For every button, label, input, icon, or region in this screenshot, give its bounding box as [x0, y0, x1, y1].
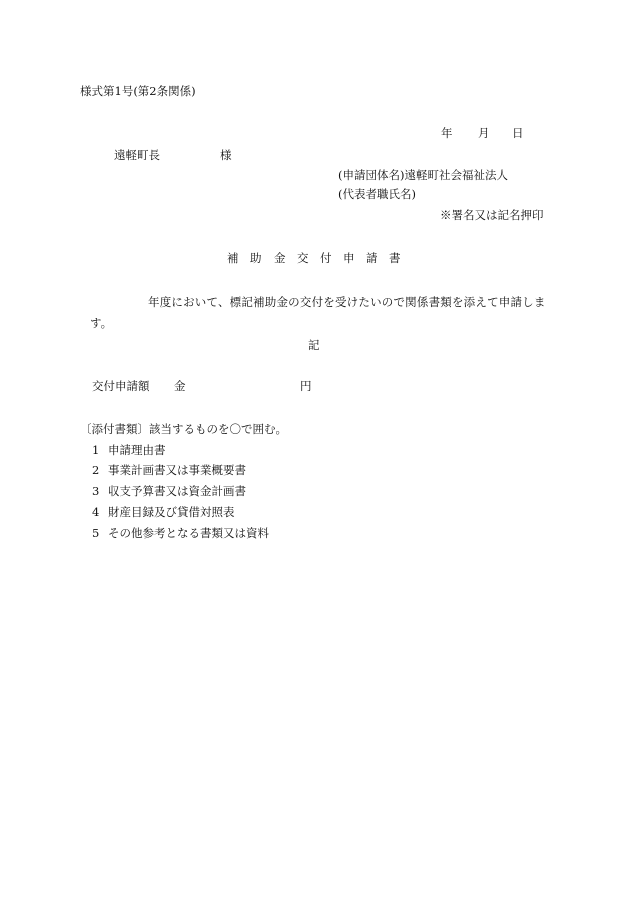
date-month-label: 月	[478, 126, 490, 140]
title-char: 申	[343, 251, 355, 265]
attachment-number: 2	[92, 463, 100, 477]
title-char: 付	[320, 251, 332, 265]
addressee-honorific: 様	[220, 148, 232, 162]
applicant-organization: (申請団体名)遠軽町社会福祉法人	[338, 168, 508, 182]
body-line-1: 年度において、標記補助金の交付を受けたいので関係書類を添えて申請しま	[148, 295, 546, 309]
amount-label: 交付申請額	[92, 379, 150, 393]
seal-note: ※署名又は記名押印	[440, 208, 544, 222]
title-char: 助	[250, 251, 262, 265]
attachment-text: その他参考となる書類又は資料	[108, 526, 269, 540]
title-char: 請	[366, 251, 378, 265]
form-number: 様式第1号(第2条関係)	[80, 84, 196, 98]
attachment-number: 1	[92, 443, 100, 457]
title-char: 補	[227, 251, 239, 265]
attachment-text: 申請理由書	[108, 443, 166, 457]
body-line-2: す。	[90, 316, 113, 330]
title-char: 金	[274, 251, 286, 265]
applicant-representative: (代表者職氏名)	[338, 187, 416, 201]
attachments-heading: 〔添付書類〕該当するものを〇で囲む。	[80, 422, 287, 436]
attachment-number: 5	[92, 526, 100, 540]
addressee-office: 遠軽町長	[114, 148, 160, 162]
attachment-number: 4	[92, 505, 100, 519]
attachment-text: 収支予算書又は資金計画書	[108, 484, 246, 498]
attachment-text: 事業計画書又は事業概要書	[108, 463, 246, 477]
title-char: 書	[389, 251, 401, 265]
date-day-label: 日	[512, 126, 524, 140]
title-char: 交	[297, 251, 309, 265]
ki-mark: 記	[308, 338, 320, 352]
attachment-number: 3	[92, 484, 100, 498]
attachment-text: 財産目録及び貸借対照表	[108, 505, 235, 519]
amount-yen: 円	[300, 379, 312, 393]
date-year-label: 年	[441, 126, 453, 140]
amount-kin: 金	[174, 379, 186, 393]
